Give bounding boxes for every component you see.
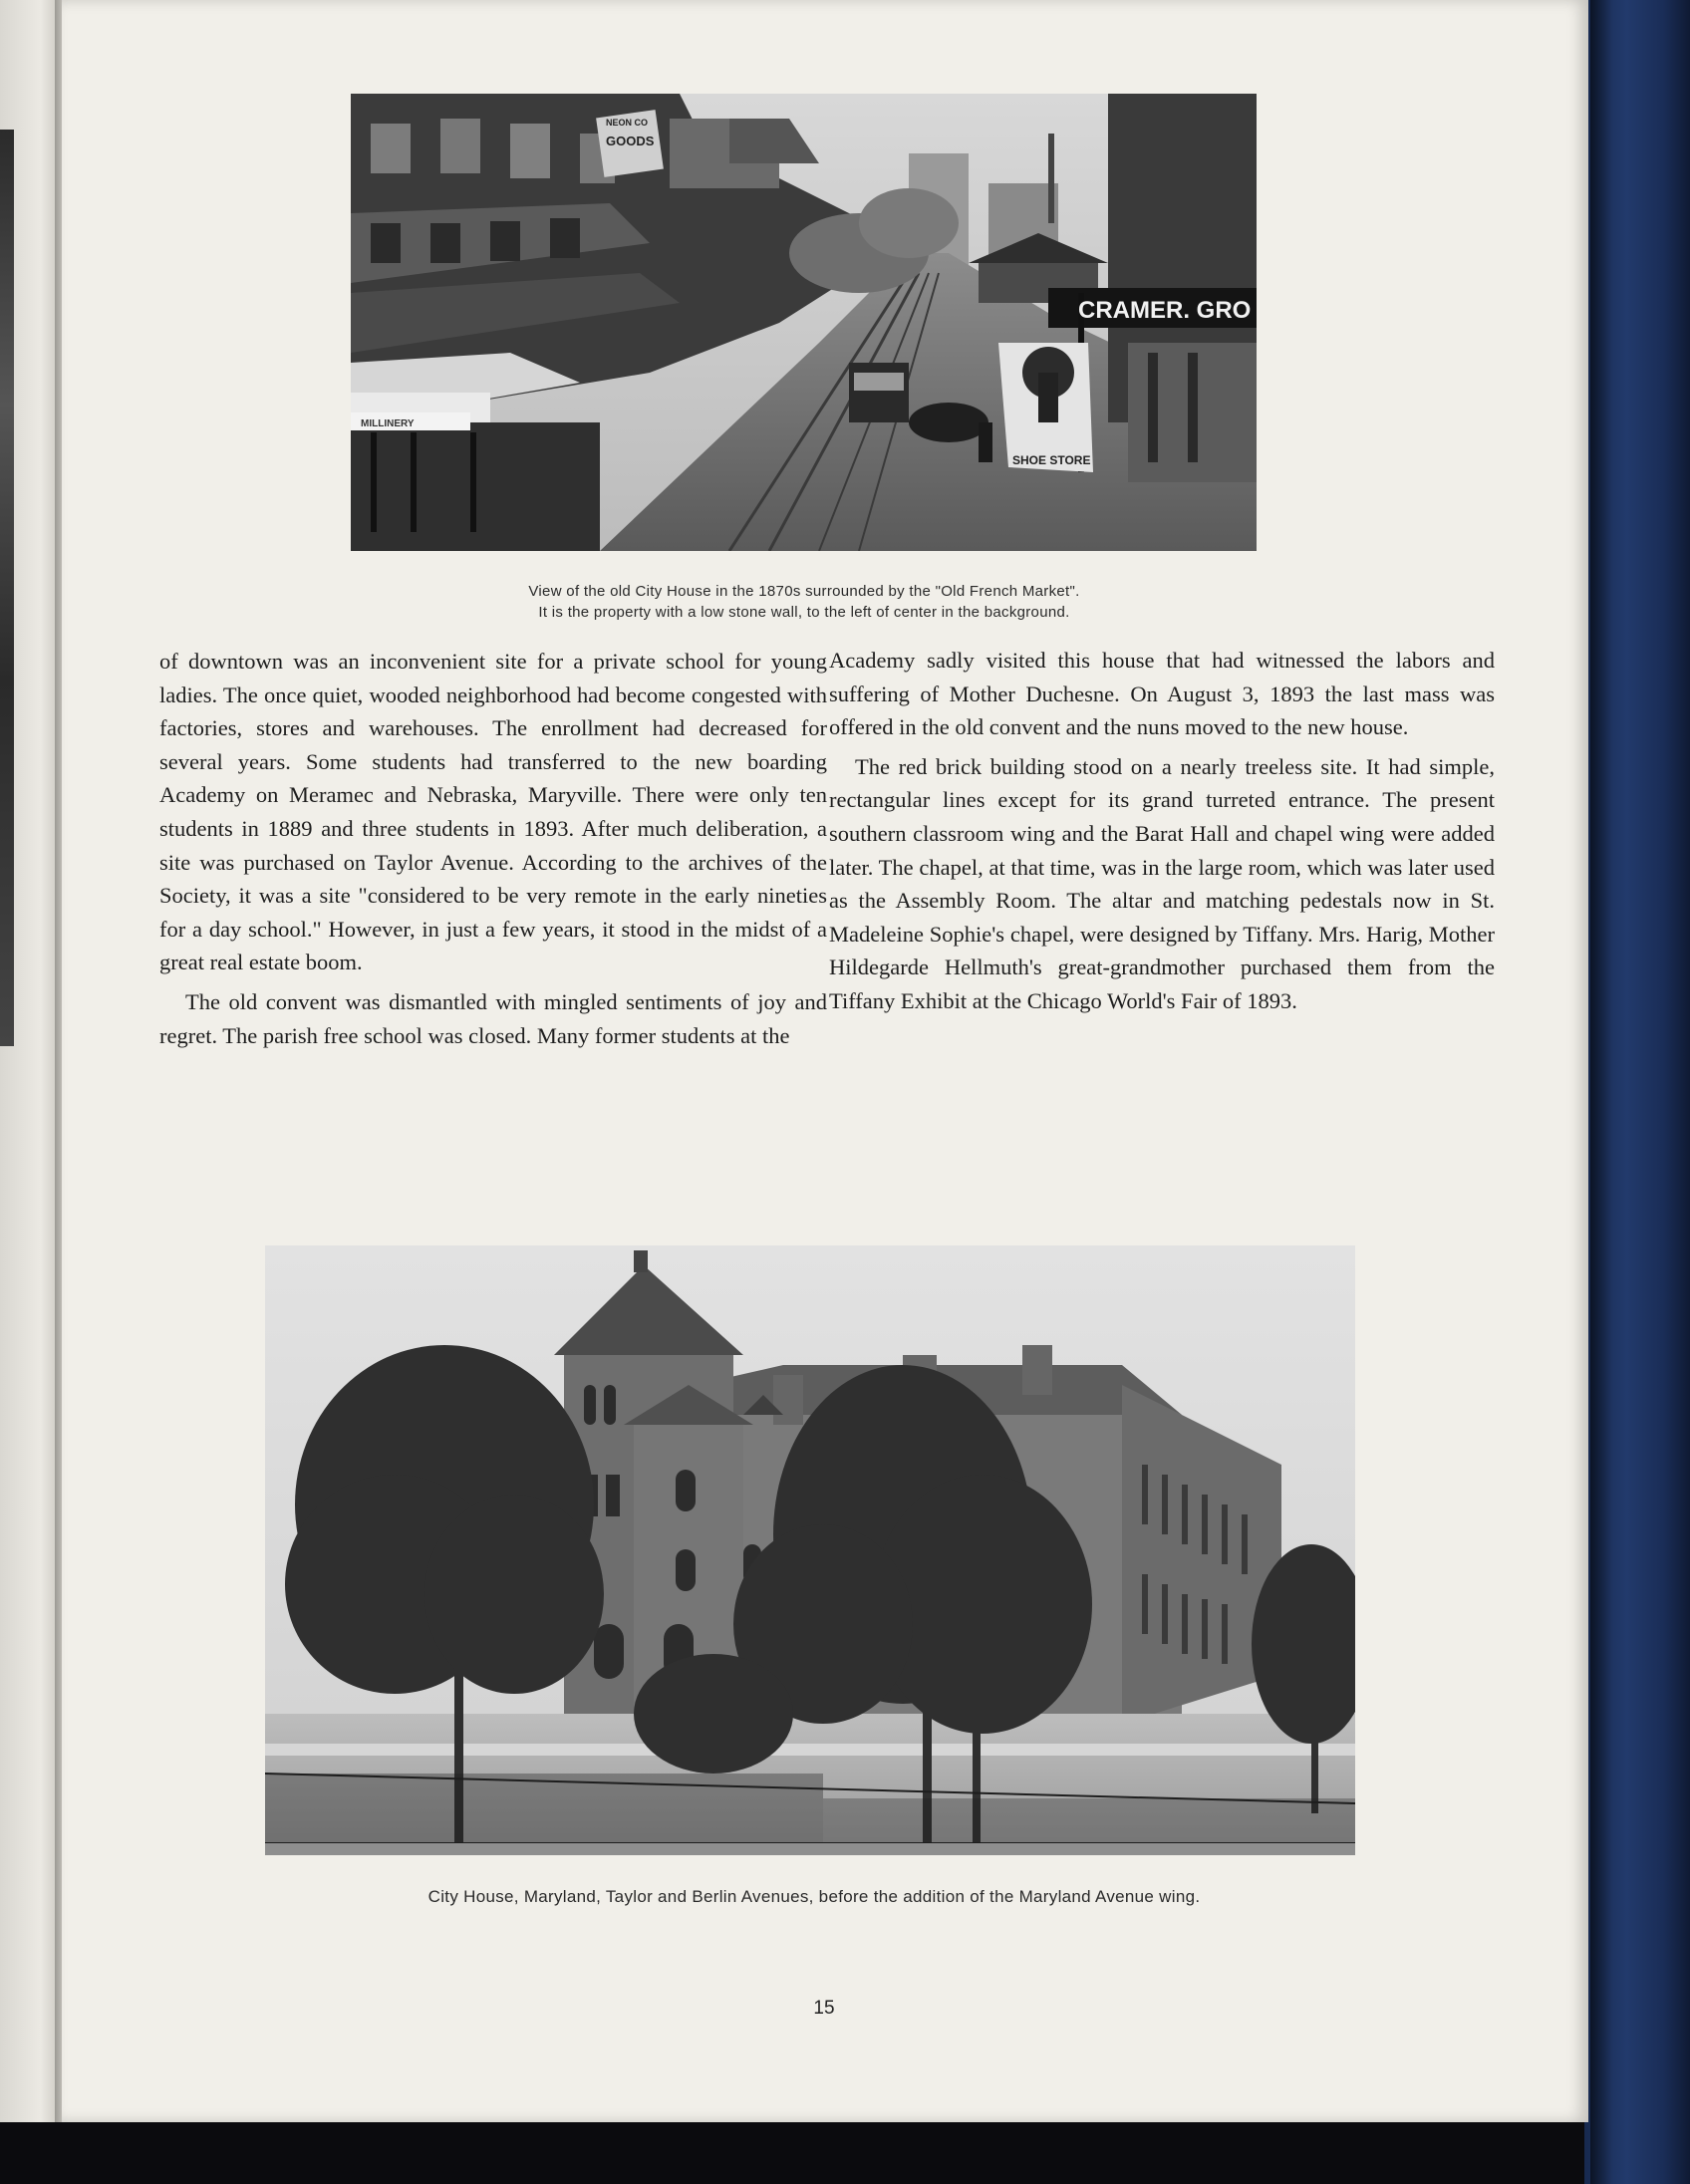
caption-line-2: It is the property with a low stone wall, to the left of center in the background. [538,604,1070,621]
page-number: 15 [813,1998,835,2019]
street-scene-illustration [351,94,1257,551]
text-column-right [829,644,1495,1018]
paragraph: The old convent was dismantled with mingled sentiments of joy and regret. The parish free school was closed. Many former students at the [159,988,827,1048]
paragraph: The red brick building stood on a nearly treeless site. It had simple, rectangular lines except for its grand turreted entrance. The present southern classroom wing and the Barat Hall and chapel wing were added later. The chapel, at that time, was in the large room, which was later used as the Assembly Room. The altar and matching pedestals now in St. Madeleine Sophie's chapel, were designed by Tiffany. Mrs. Harig, Mother Hildegarde Hellmuth's great-grandmother purchased them from the Tiffany Exhibit at the Chicago World's Fair of 1893. [829,753,1495,1013]
paragraph: Academy sadly visited this house that had witnessed the labors and suffering of Mother Duchesne. On August 3, 1893 the last mass was offered in the old convent and the nuns moved to the new house. [829,648,1495,740]
street-scene-photo [351,94,1257,551]
binding-shadow [1590,0,1612,2184]
city-house-illustration [265,1245,1355,1855]
sign-text-goods: GOODS [606,134,655,148]
paragraph: of downtown was an inconvenient site for a private school for young ladies. The once quiet, wooded neighborhood had become congested with factories, stores and warehouses. The enrollment had decreased for several years. Some students had transferred to the new boarding Academy on Meramec and Nebraska, Maryville. There were only ten students in 1889 and three students in 1893. After much deliberation, a site was purchased on Taylor Avenue. According to the archives of the Society, it was a site "considered to be very remote in the early nineties for a day school." However, in just a few years, it stood in the midst of a great real estate boom. [159,649,827,975]
street-scene-caption [311,581,1297,623]
sign-text-shoe-store: SHOE STORE [1012,453,1091,467]
sign-text-neon: NEON CO [606,118,649,128]
sign-text-millinery: MILLINERY [361,418,415,429]
caption-line-1: View of the old City House in the 1870s surrounded by the "Old French Market". [528,583,1080,600]
city-house-photo [265,1245,1355,1855]
text-column-left [159,645,827,1052]
sign-text-cramer: CRAMER. GRO [1078,297,1252,324]
previous-page-edge [0,0,58,2122]
page-15 [62,0,1588,2122]
previous-page-photo-edge [0,130,14,1046]
city-house-caption: City House, Maryland, Taylor and Berlin Avenues, before the addition of the Maryland Avenue wing. [427,1887,1201,1906]
